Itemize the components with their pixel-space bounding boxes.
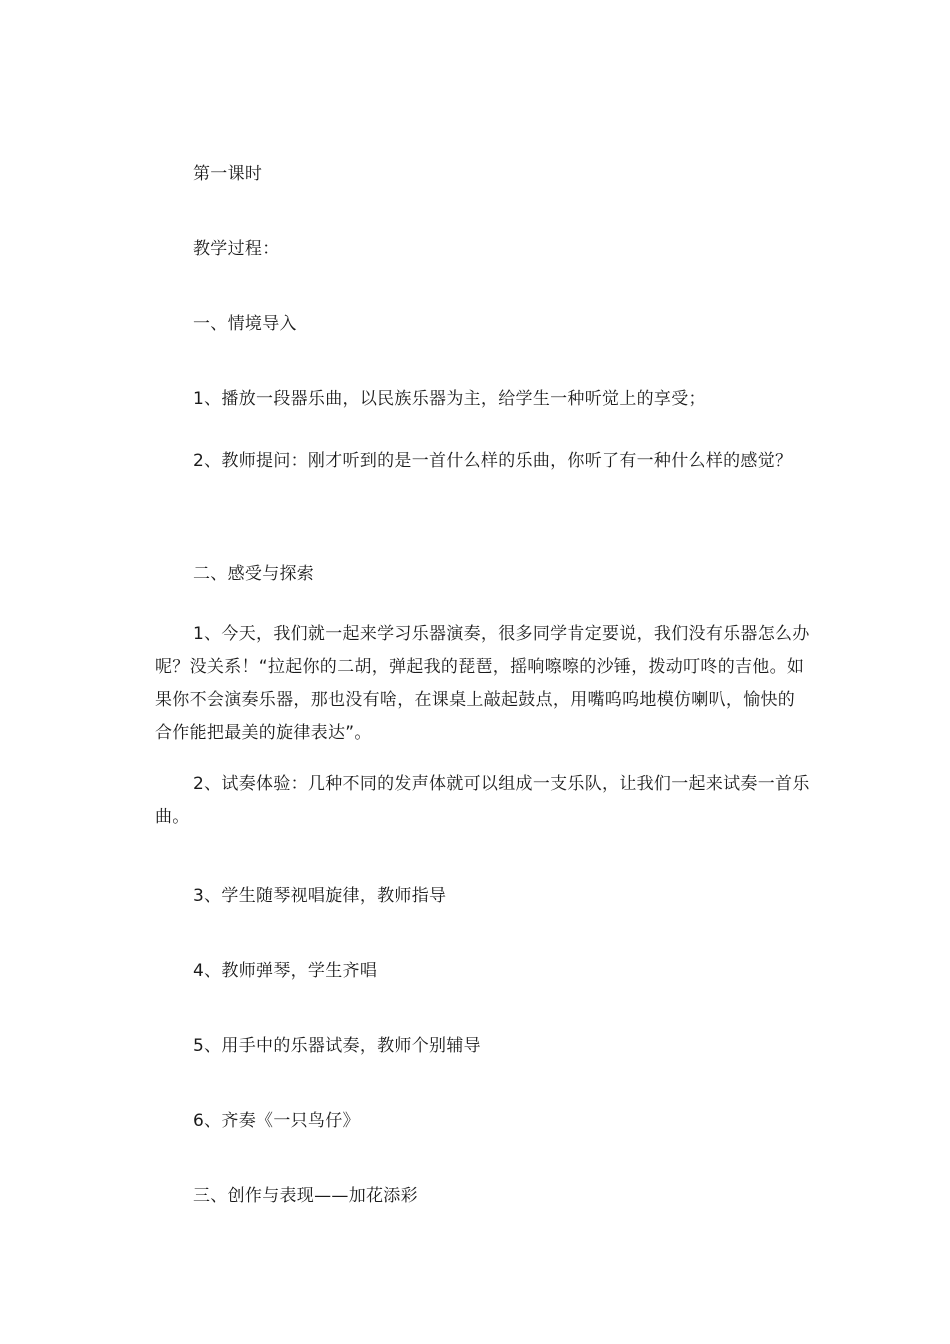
paragraph-2-3: 3、学生随琴视唱旋律，教师指导 bbox=[193, 886, 447, 906]
paragraph-2-2: 2、试奏体验：几种不同的发声体就可以组成一支乐队，让我们一起来试奏一首乐曲。 bbox=[155, 774, 810, 827]
section-heading-3: 三、创作与表现——加花添彩 bbox=[193, 1186, 418, 1206]
paragraph-2-6: 6、齐奏《一只鸟仔》 bbox=[193, 1111, 360, 1131]
section-heading-1: 一、情境导入 bbox=[193, 314, 297, 334]
section-heading-2: 二、感受与探索 bbox=[193, 564, 315, 584]
paragraph-2-1: 1、今天，我们就一起来学习乐器演奏，很多同学肯定要说，我们没有乐器怎么办呢？没关系！“拉起你的二胡，弹起我的琵琶，摇响嚓嚓的沙锤，拨动叮咚的吉他。如果你不会演奏乐器，那也没有啥，在课桌上敲起鼓点，用嘴呜呜地模仿喇叭，愉快的合作能把最美的旋律表达”。 bbox=[155, 624, 810, 743]
lesson-period-heading: 第一课时 bbox=[193, 164, 263, 184]
teaching-process-heading: 教学过程： bbox=[193, 239, 280, 259]
paragraph-1-1: 1、播放一段器乐曲，以民族乐器为主，给学生一种听觉上的享受； bbox=[193, 389, 706, 409]
paragraph-2-4: 4、教师弹琴，学生齐唱 bbox=[193, 961, 378, 981]
paragraph-2-5: 5、用手中的乐器试奏，教师个别辅导 bbox=[193, 1036, 481, 1056]
paragraph-1-2: 2、教师提问：刚才听到的是一首什么样的乐曲，你听了有一种什么样的感觉？ bbox=[193, 451, 793, 471]
